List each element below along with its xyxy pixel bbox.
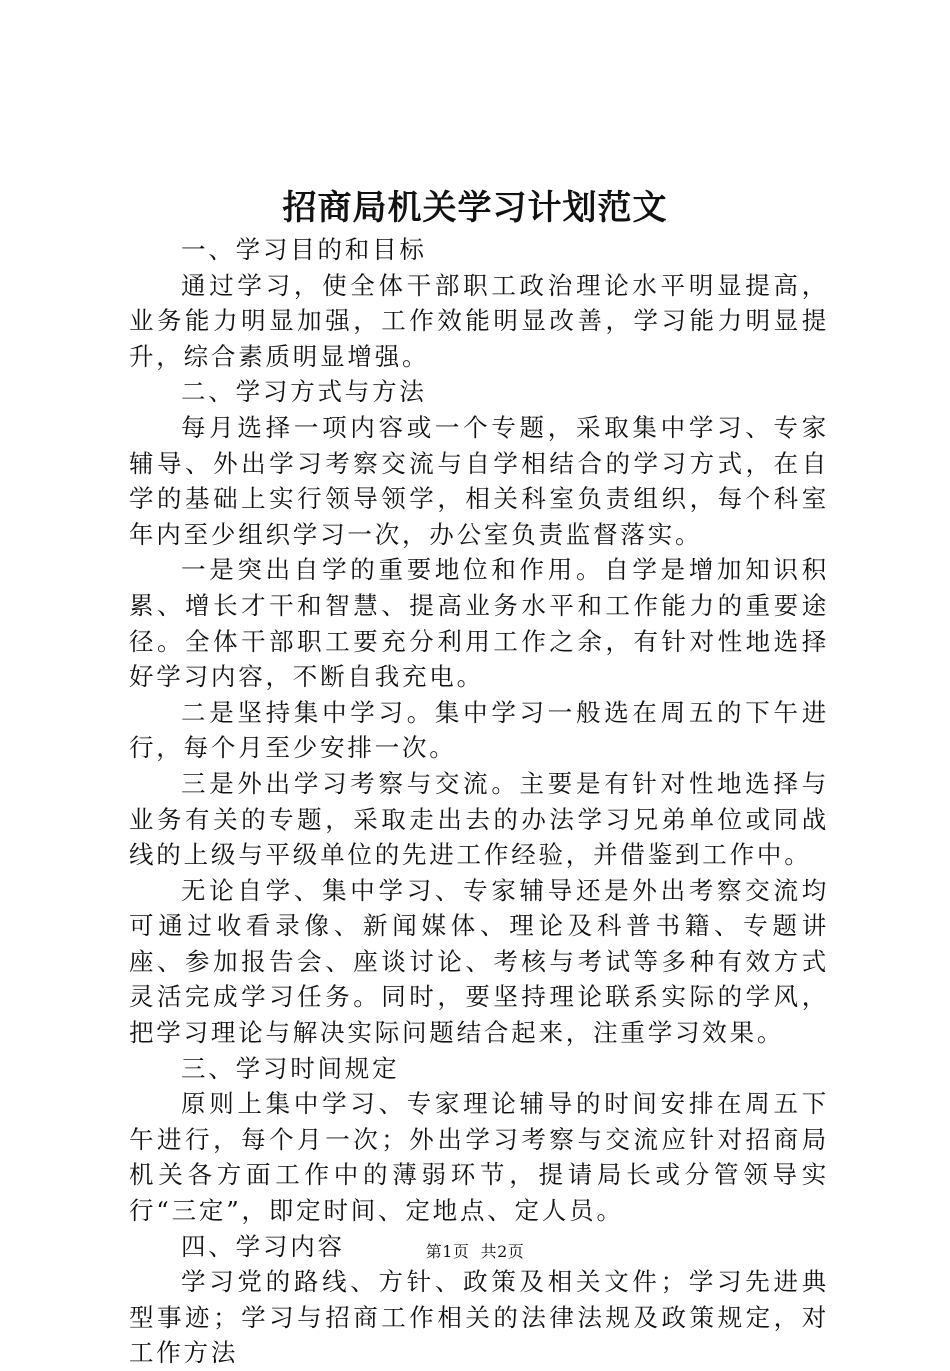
page-footer	[0, 1240, 950, 1264]
body-paragraph: 二是坚持集中学习。集中学习一般选在周五的下午进行，每个月至少安排一次。	[129, 697, 829, 763]
page-indicator: 第1页 共2页	[425, 1242, 525, 1261]
document-body	[129, 232, 829, 1371]
body-paragraph: 每月选择一项内容或一个专题，采取集中学习、专家辅导、外出学习考察交流与自学相结合的学习方式，在自学的基础上实行领导领学，相关科室负责组织，每个科室年内至少组织学习一次，办公室负责监督落实。	[129, 412, 829, 549]
body-paragraph: 无论自学、集中学习、专家辅导还是外出考察交流均可通过收看录像、新闻媒体、理论及科普书籍、专题讲座、参加报告会、座谈讨论、考核与考试等多种有效方式灵活完成学习任务。同时，要坚持理论联系实际的学风，把学习理论与解决实际问题结合起来，注重学习效果。	[129, 875, 829, 1048]
body-paragraph: 原则上集中学习、专家理论辅导的时间安排在周五下午进行，每个月一次；外出学习考察与交流应针对招商局机关各方面工作中的薄弱环节，提请局长或分管领导实行“三定”，即定时间、定地点、定人员。	[129, 1089, 829, 1226]
body-paragraph: 通过学习，使全体干部职工政治理论水平明显提高，业务能力明显加强，工作效能明显改善，学习能力明显提升，综合素质明显增强。	[129, 270, 829, 371]
section-heading: 一、学习目的和目标	[181, 235, 427, 264]
section-heading: 四、学习内容	[181, 1231, 345, 1261]
section-heading: 二、学习方式与方法	[181, 377, 427, 407]
document-title: 招商局机关学习计划范文	[282, 188, 668, 228]
body-paragraph: 一是突出自学的重要地位和作用。自学是增加知识积累、增长才干和智慧、提高业务水平和工作能力的重要途径。全体干部职工要充分利用工作之余，有针对性地选择好学习内容，不断自我充电。	[129, 555, 829, 692]
body-paragraph: 学习党的路线、方针、政策及相关文件；学习先进典型事迹；学习与招商工作相关的法律法规及政策规定，对工作方法	[129, 1267, 829, 1368]
section-heading: 三、学习时间规定	[181, 1053, 400, 1083]
body-paragraph: 三是外出学习考察与交流。主要是有针对性地选择与业务有关的专题，采取走出去的办法学习兄弟单位或同战线的上级与平级单位的先进工作经验，并借鉴到工作中。	[129, 768, 829, 870]
